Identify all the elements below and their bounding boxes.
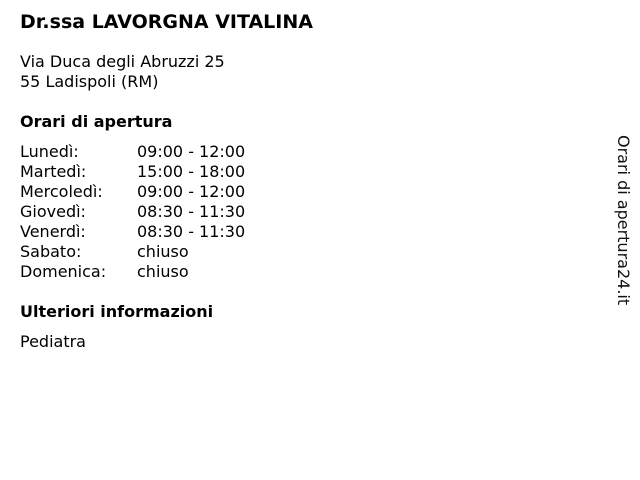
hours-row-saturday	[20, 242, 580, 262]
time-value: 08:30 - 11:30	[137, 202, 246, 221]
time-value: 08:30 - 11:30	[137, 222, 246, 241]
time-value: 09:00 - 12:00	[137, 142, 246, 161]
address-street: Via Duca degli Abruzzi 25	[20, 52, 225, 71]
day-label: Martedì:	[20, 162, 87, 181]
site-watermark	[605, 135, 640, 310]
watermark-text: Orari di apertura24.it	[614, 135, 633, 306]
day-label: Venerdì:	[20, 222, 86, 241]
time-value: 09:00 - 12:00	[137, 182, 246, 201]
address-block	[20, 52, 580, 92]
day-label: Lunedì:	[20, 142, 79, 161]
hours-row-tuesday	[20, 162, 580, 182]
hours-row-sunday	[20, 262, 580, 282]
business-title: Dr.ssa LAVORGNA VITALINA	[20, 11, 313, 33]
opening-hours-heading: Orari di apertura	[20, 112, 173, 131]
time-value: 15:00 - 18:00	[137, 162, 246, 181]
day-label: Domenica:	[20, 262, 107, 281]
business-card	[20, 10, 580, 352]
time-value: chiuso	[137, 242, 189, 261]
day-label: Giovedì:	[20, 202, 86, 221]
additional-info-heading: Ulteriori informazioni	[20, 302, 214, 321]
address-city: 55 Ladispoli (RM)	[20, 72, 159, 91]
day-label: Sabato:	[20, 242, 82, 261]
day-label: Mercoledì:	[20, 182, 103, 201]
opening-hours-table	[20, 142, 580, 282]
time-value: chiuso	[137, 262, 189, 281]
hours-row-wednesday	[20, 182, 580, 202]
hours-row-monday	[20, 142, 580, 162]
hours-row-friday	[20, 222, 580, 242]
hours-row-thursday	[20, 202, 580, 222]
additional-info-text: Pediatra	[20, 332, 86, 351]
